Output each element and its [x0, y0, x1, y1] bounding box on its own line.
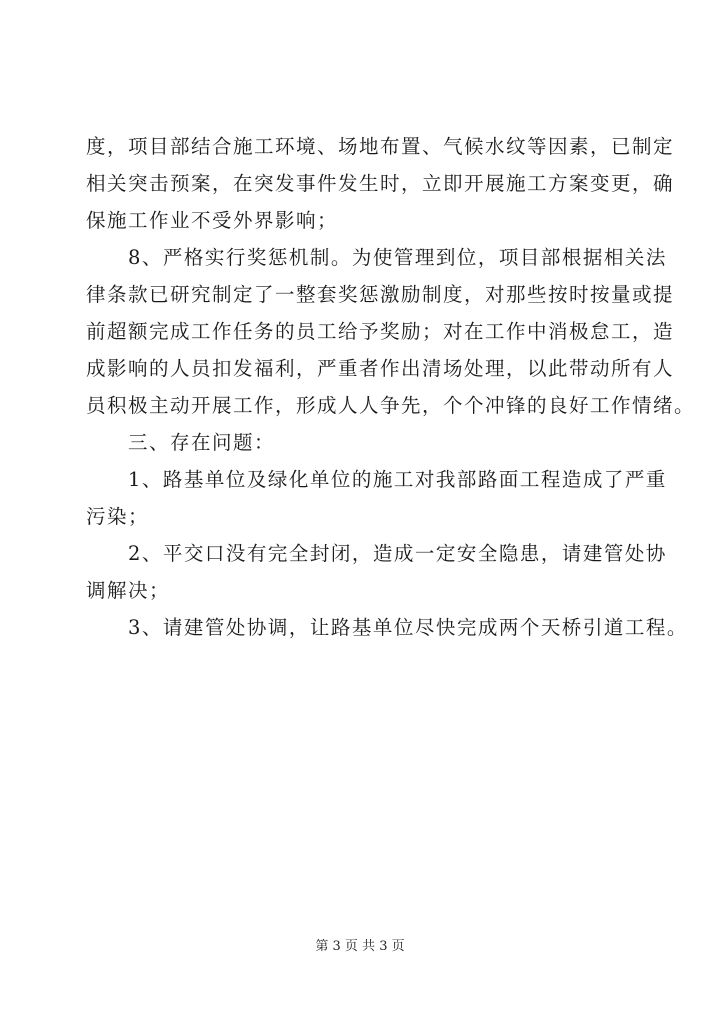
text-line-4: 8、严格实行奖惩机制。为使管理到位，项目部根据相关法 — [86, 246, 667, 269]
text-line-8: 员积极主动开展工作，形成人人争先，个个冲锋的良好工作情绪。 — [86, 394, 696, 417]
text-line-3: 保施工作业不受外界影响； — [86, 209, 339, 232]
text-line-9: 三、存在问题： — [86, 431, 276, 454]
text-line-1: 度，项目部结合施工环境、场地布置、气候水纹等因素，已制定 — [86, 135, 675, 158]
text-line-7: 成影响的人员扣发福利，严重者作出清场处理，以此带动所有人 — [86, 357, 675, 380]
text-line-10: 1、路基单位及绿化单位的施工对我部路面工程造成了严重 — [86, 468, 667, 491]
text-line-6: 前超额完成工作任务的员工给予奖励；对在工作中消极怠工，造 — [86, 320, 675, 343]
page-number-label: 第 3 页 共 3 页 — [315, 939, 405, 954]
text-line-11: 污染； — [86, 505, 150, 528]
text-line-12: 2、平交口没有完全封闭，造成一定安全隐患，请建管处协 — [86, 542, 667, 565]
text-line-14: 3、请建管处协调，让路基单位尽快完成两个天桥引道工程。 — [86, 616, 688, 639]
body-text — [86, 128, 696, 646]
text-line-2: 相关突击预案，在突发事件发生时，立即开展施工方案变更，确 — [86, 172, 675, 195]
text-line-13: 调解决； — [86, 579, 171, 602]
page-footer — [0, 938, 720, 956]
text-line-5: 律条款已研究制定了一整套奖惩激励制度，对那些按时按量或提 — [86, 283, 675, 306]
